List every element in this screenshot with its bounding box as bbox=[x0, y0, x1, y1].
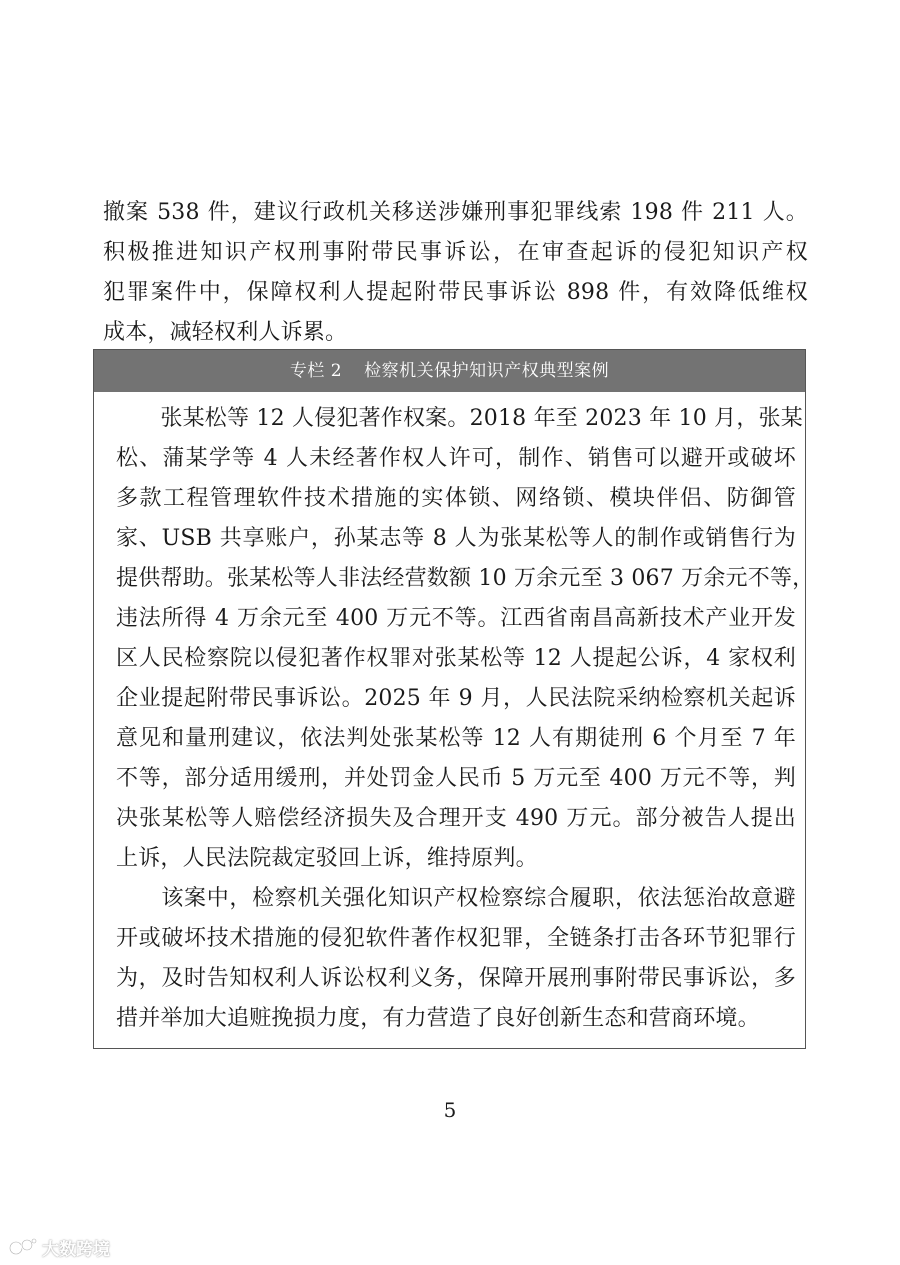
case-column-box bbox=[93, 349, 815, 1049]
case-line: 上诉，人民法院裁定驳回上诉，维持原判。 bbox=[116, 846, 538, 871]
column-body bbox=[94, 392, 815, 1048]
case-line: 开或破坏技术措施的侵犯软件著作权犯罪，全链条打击各环节犯罪行 bbox=[116, 926, 796, 951]
watermark-text: 大数跨境 bbox=[42, 1239, 110, 1260]
case-line: 该案中，检察机关强化知识产权检察综合履职，依法惩治故意避 bbox=[116, 886, 796, 911]
column-header bbox=[94, 350, 805, 392]
paragraph-line: 成本，减轻权利人诉累。 bbox=[103, 320, 348, 345]
case-line: 措并举加大追赃挽损力度，有力营造了良好创新生态和营商环境。 bbox=[116, 1006, 760, 1031]
case-line: 意见和量刑建议，依法判处张某松等 12 人有期徒刑 6 个月至 7 年 bbox=[116, 726, 796, 751]
paragraph-line: 犯罪案件中，保障权利人提起附带民事诉讼 898 件，有效降低维权 bbox=[103, 280, 808, 305]
case-line: 为，及时告知权利人诉讼权利义务，保障开展刑事附带民事诉讼，多 bbox=[116, 966, 796, 991]
column-label: 专栏 2 bbox=[289, 361, 343, 381]
case-line: 家、USB 共享账户，孙某志等 8 人为张某松等人的制作或销售行为 bbox=[116, 526, 796, 551]
brand-logo-icon bbox=[8, 1237, 38, 1257]
case-line: 松、蒲某学等 4 人未经著作权人许可，制作、销售可以避开或破坏 bbox=[116, 446, 796, 471]
case-line: 企业提起附带民事诉讼。2025 年 9 月，人民法院采纳检察机关起诉 bbox=[116, 686, 796, 711]
column-title: 检察机关保护知识产权典型案例 bbox=[364, 361, 610, 381]
case-line: 决张某松等人赔偿经济损失及合理开支 490 万元。部分被告人提出 bbox=[116, 806, 796, 831]
case-line: 违法所得 4 万余元至 400 万元不等。江西省南昌高新技术产业开发 bbox=[116, 606, 796, 631]
case-line: 提供帮助。张某松等人非法经营数额 10 万余元至 3 067 万余元不等， bbox=[116, 566, 815, 591]
case-line: 多款工程管理软件技术措施的实体锁、网络锁、模块伴侣、防御管 bbox=[116, 486, 796, 511]
page-number: 5 bbox=[443, 1098, 457, 1122]
case-line: 区人民检察院以侵犯著作权罪对张某松等 12 人提起公诉，4 家权利 bbox=[116, 646, 796, 671]
case-line: 不等，部分适用缓刑，并处罚金人民币 5 万元至 400 万元不等，判 bbox=[116, 766, 796, 791]
paragraph-line: 撤案 538 件，建议行政机关移送涉嫌刑事犯罪线索 198 件 211 人。 bbox=[103, 200, 808, 225]
paragraph-line: 积极推进知识产权刑事附带民事诉讼，在审查起诉的侵犯知识产权 bbox=[103, 240, 808, 265]
case-line: 张某松等 12 人侵犯著作权案。2018 年至 2023 年 10 月，张某 bbox=[116, 406, 803, 431]
watermark bbox=[8, 1234, 110, 1260]
